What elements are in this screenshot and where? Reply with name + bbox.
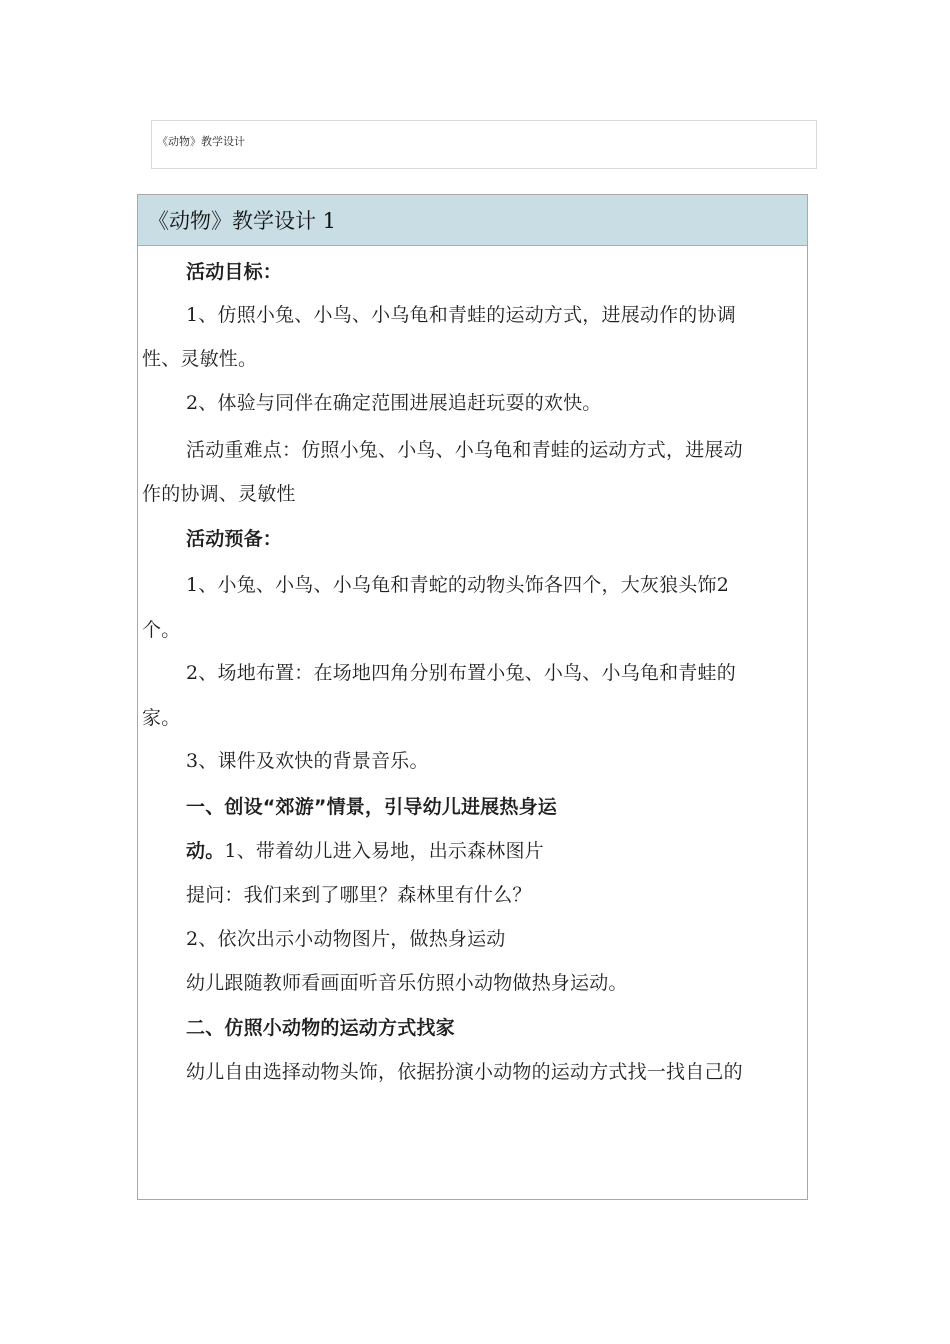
text-line: 2、体验与同伴在确定范围进展追赶玩耍的欢快。 — [186, 392, 602, 414]
document-content-box — [137, 194, 808, 1200]
text-line: 二、仿照小动物的运动方式找家 — [186, 1017, 455, 1039]
text-line: 1、仿照小兔、小鸟、小乌龟和青蛙的运动方式，进展动作的协调 — [186, 304, 736, 326]
text-line: 1、小兔、小鸟、小乌龟和青蛇的动物头饰各四个，大灰狼头饰2 — [186, 574, 729, 596]
text-line: 家。 — [142, 707, 181, 729]
header-box-label: 《动物》教学设计 — [157, 135, 245, 148]
text-line: 幼儿自由选择动物头饰，依据扮演小动物的运动方式找一找自己的 — [186, 1061, 743, 1083]
text-line: 3、课件及欢快的背景音乐。 — [186, 750, 429, 772]
text-line: 提问：我们来到了哪里？森林里有什么？ — [186, 884, 532, 906]
document-title-bar — [138, 195, 807, 246]
text-line: 一、创设“郊游”情景，引导幼儿进展热身运 — [186, 796, 557, 818]
header-box — [151, 120, 817, 169]
text-line: 活动预备： — [186, 528, 283, 550]
document-title: 《动物》教学设计 1 — [148, 209, 337, 233]
text-line: 性、灵敏性。 — [142, 348, 258, 370]
text-line: 2、依次出示小动物图片，做热身运动 — [186, 928, 506, 950]
text-line-bold-part: 动。 — [186, 840, 225, 862]
text-line: 2、场地布置：在场地四角分别布置小兔、小鸟、小乌龟和青蛙的 — [186, 662, 736, 684]
text-line: 个。 — [142, 619, 181, 641]
text-line-normal-part: 1、带着幼儿进入易地，出示森林图片 — [224, 840, 544, 862]
text-line: 作的协调、灵敏性 — [142, 483, 296, 505]
text-line: 活动重难点：仿照小兔、小鸟、小乌龟和青蛙的运动方式，进展动 — [186, 439, 743, 461]
text-line — [186, 836, 544, 863]
text-line: 幼儿跟随教师看画面听音乐仿照小动物做热身运动。 — [186, 972, 628, 994]
text-line: 活动目标： — [186, 261, 283, 283]
